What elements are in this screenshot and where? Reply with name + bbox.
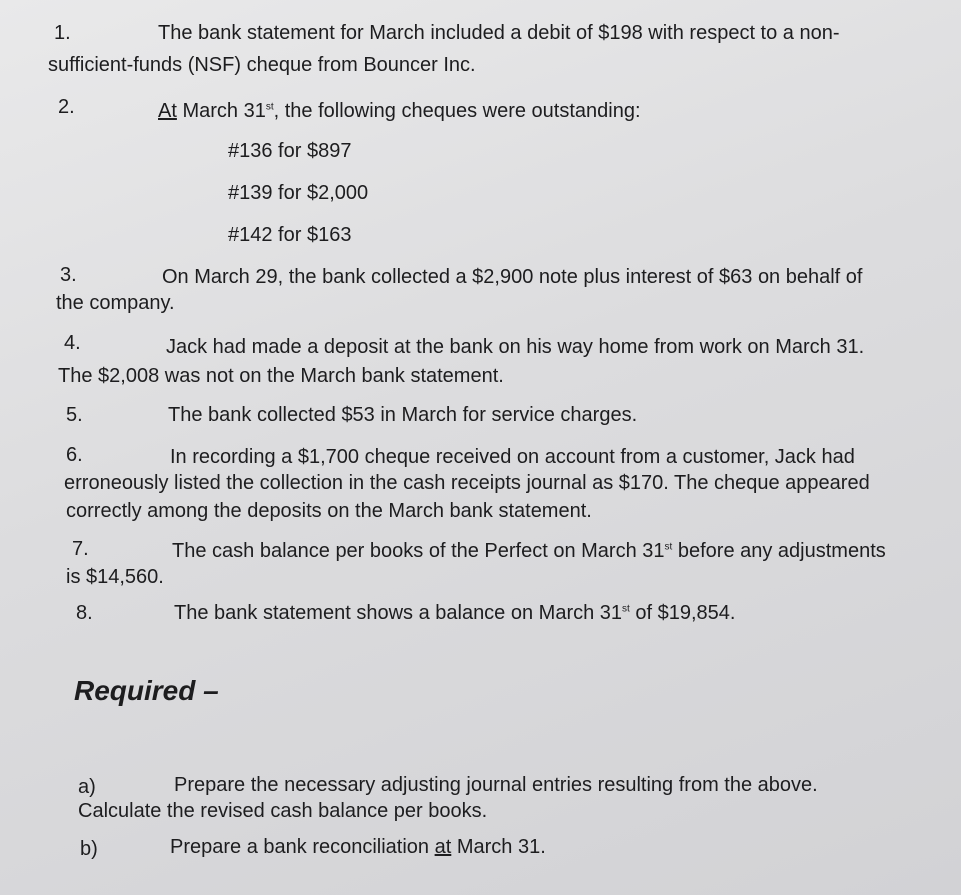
item-2-sup: st [265, 101, 274, 113]
item-3-text-line1: On March 29, the bank collected a $2,900 note plus interest of $63 on behalf of [162, 266, 863, 288]
item-1-number: 1. [54, 22, 71, 44]
item-5-text-line1: The bank collected $53 in March for service charges. [168, 404, 638, 426]
item-8-text-a: The bank statement shows a balance on March 31 [174, 602, 623, 624]
required-heading: Required – [74, 675, 219, 706]
item-4-number: 4. [64, 332, 81, 354]
item-2-at: At [158, 100, 177, 122]
required-a-text-line2: Calculate the revised cash balance per books. [78, 800, 488, 822]
item-5-number: 5. [66, 404, 83, 426]
cheque-142: #142 for $163 [228, 224, 352, 246]
item-2-text-b: , the following cheques were outstanding: [273, 100, 641, 122]
item-3-number: 3. [60, 264, 77, 286]
required-b-at: at [434, 836, 452, 858]
item-2-text-a: March 31 [176, 100, 266, 122]
item-8-text-b: of $19,854. [629, 602, 736, 624]
item-7-text-line2: is $14,560. [66, 566, 164, 588]
item-6-number: 6. [66, 444, 83, 466]
item-8-sup: st [622, 603, 630, 615]
required-a-label: a) [78, 776, 96, 798]
item-7-sup: st [664, 541, 673, 553]
item-7-text-b: before any adjustments [672, 540, 886, 562]
required-b-text [170, 834, 546, 860]
item-2-text [158, 98, 641, 124]
item-1-text-line2: sufficient-funds (NSF) cheque from Bouncer Inc. [48, 54, 476, 76]
item-7-number: 7. [72, 538, 89, 560]
required-b-text-a: Prepare a bank reconciliation [170, 836, 435, 858]
item-6-text-line1: In recording a $1,700 cheque received on account from a customer, Jack had [170, 446, 855, 468]
item-7-text-line1 [172, 538, 886, 564]
item-7-text-a: The cash balance per books of the Perfect on March 31 [172, 540, 665, 562]
item-1-text-line1: The bank statement for March included a debit of $198 with respect to a non- [158, 22, 840, 44]
cheque-139: #139 for $2,000 [228, 182, 369, 204]
item-8-text-line1 [174, 600, 735, 626]
required-b-label: b) [80, 838, 98, 860]
item-4-text-line2: The $2,008 was not on the March bank statement. [58, 365, 504, 387]
item-6-text-line3: correctly among the deposits on the March bank statement. [66, 500, 592, 522]
item-3-text-line2: the company. [56, 292, 175, 314]
item-8-number: 8. [76, 602, 93, 624]
item-4-text-line1: Jack had made a deposit at the bank on his way home from work on March 31. [166, 336, 865, 358]
item-6-text-line2: erroneously listed the collection in the cash receipts journal as $170. The cheque appeared [64, 472, 870, 494]
item-2-number: 2. [58, 96, 75, 118]
required-b-text-b: March 31. [451, 836, 546, 858]
required-a-text-line1: Prepare the necessary adjusting journal entries resulting from the above. [174, 774, 818, 796]
cheque-136: #136 for $897 [228, 140, 352, 162]
